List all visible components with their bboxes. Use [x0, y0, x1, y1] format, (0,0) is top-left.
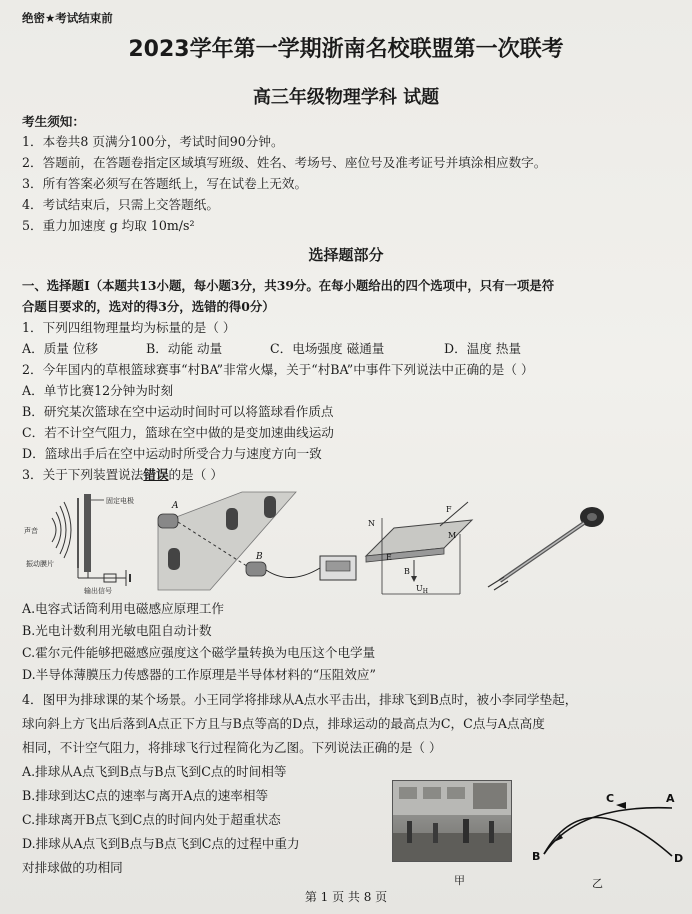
trajectory-diagram [530, 790, 690, 874]
label-f: F [446, 505, 452, 514]
q4-option-a: A.排球从A点飞到B点与B点飞到C点的时间相等 [22, 764, 287, 779]
q4-option-b: B.排球到达C点的速率与离开A点的速率相等 [22, 788, 269, 803]
sound-wave [52, 518, 56, 542]
figure-jia-label: 甲 [454, 874, 465, 887]
notes-heading: 考生须知： [22, 114, 85, 129]
pressure-sensor-diagram [480, 495, 610, 591]
exam-subtitle: 高三年级物理学科 试题 [252, 87, 440, 108]
q1-option-b: B．动能 动量 [146, 341, 223, 356]
hall-element-diagram [360, 498, 478, 598]
workpiece [226, 508, 238, 530]
sensor-center [587, 513, 597, 521]
sound-wave [64, 502, 71, 558]
point-c-label: C [606, 792, 615, 805]
sensor-strip-highlight [500, 523, 584, 581]
note-item: 5．重力加速度 g 均取 10m/s² [22, 218, 195, 233]
q3-option-a: A.电容式话筒利用电磁感应原理工作 [22, 601, 225, 616]
q1-option-d: D．温度 热量 [444, 341, 522, 356]
photo-scene [393, 781, 511, 861]
note-item: 1．本卷共8 页满分100分，考试时间90分钟。 [22, 134, 284, 149]
q3-stem-post: 的是（ ） [168, 467, 223, 482]
student-figure [407, 821, 412, 843]
label-hall-voltage-sub: H [422, 588, 428, 595]
label-m: M [448, 531, 457, 540]
q2-option-c: C．若不计空气阻力，篮球在空中做的是变加速曲线运动 [22, 425, 334, 440]
label-hall-voltage [416, 584, 428, 595]
q3-stem [22, 467, 223, 483]
q1-stem: 1．下列四组物理量均为标量的是（ ） [22, 320, 236, 335]
building [473, 783, 507, 809]
q4-option-d: D.排球从A点飞到B点与B点飞到C点的过程中重力 [22, 836, 300, 851]
sound-wave [56, 512, 61, 548]
microphone-diagram [22, 490, 140, 594]
student-figure [463, 819, 469, 843]
sound-label: 声音 [24, 527, 38, 535]
light-source [158, 514, 178, 528]
exam-title: 2023学年第一学期浙南名校联盟第一次联考 [128, 37, 564, 62]
student-figure [489, 821, 494, 843]
section-title: 选择题部分 [308, 246, 384, 264]
photo-resistor [246, 562, 266, 576]
q4-option-d-cont: 对排球做的功相同 [22, 860, 123, 875]
label-hall-voltage-u: U [416, 584, 423, 593]
q2-option-b: B．研究某次篮球在空中运动时间时可以将篮球看作质点 [22, 404, 334, 419]
part1-heading-cont: 合题目要求的，选对的得3分，选错的得0分） [22, 299, 275, 314]
page-footer: 第 1 页 共 8 页 [304, 890, 388, 904]
label-b-field: B [404, 567, 410, 576]
photoelectric-counter-diagram [150, 490, 360, 596]
q4-stem-cont: 相同，不计空气阻力，将排球飞行过程简化为乙图。下列说法正确的是（ ） [22, 740, 442, 755]
window [399, 787, 417, 799]
window [423, 787, 441, 799]
student-figure [433, 823, 438, 843]
q4-stem-cont: 球向斜上方飞出后落到A点正下方且与B点等高的D点，排球运动的最高点为C，C点与A点高度 [22, 716, 545, 731]
q4-stem: 4．图甲为排球课的某个场景。小王同学将排球从A点水平击出，排球飞到B点时，被小李同学垫起， [22, 692, 578, 707]
q3-stem-emphasis: 错误 [143, 467, 169, 482]
note-item: 2．答题前，在答题卷指定区域填写班级、姓名、考场号、座位号及准考证号并填涂相应数字。 [22, 155, 547, 170]
workpiece [264, 496, 276, 518]
signal-cable [266, 568, 320, 578]
output-label: 输出信号 [84, 587, 112, 594]
q4-option-c: C.排球离开B点飞到C点的时间内处于超重状态 [22, 812, 281, 827]
point-b-label: B [256, 552, 263, 562]
field-arrow-head [411, 576, 417, 582]
window [447, 787, 465, 799]
fixed-electrode [84, 494, 91, 572]
trajectory-arrow [616, 802, 626, 809]
point-a-label: A [172, 501, 179, 511]
workpiece [168, 548, 180, 570]
point-a-label: A [666, 792, 675, 805]
q2-option-d: D．篮球出手后在空中运动时所受合力与速度方向一致 [22, 446, 322, 461]
note-item: 3．所有答案必须写在答题纸上，写在试卷上无效。 [22, 176, 308, 191]
trajectory-b-to-d [544, 817, 672, 856]
volleyball-class-photo [392, 780, 512, 862]
part1-heading: 一、选择题Ⅰ（本题共13小题，每小题3分，共39分。在每小题给出的四个选项中，只有一项是符 [22, 278, 555, 293]
point-d-label: D [674, 852, 684, 865]
q3-option-b: B.光电计数利用光敏电阻自动计数 [22, 623, 212, 638]
fixed-electrode-label: 固定电极 [106, 497, 134, 505]
label-e: E [386, 553, 392, 562]
figure-yi-label: 乙 [592, 877, 603, 890]
q1-option-a: A．质量 位移 [22, 341, 99, 356]
label-n: N [368, 519, 375, 528]
q1-option-c: C．电场强度 磁通量 [270, 341, 385, 356]
q3-option-c: C.霍尔元件能够把磁感应强度这个磁学量转换为电压这个电学量 [22, 645, 376, 660]
note-item: 4．考试结束后，只需上交答题纸。 [22, 197, 219, 212]
secret-mark: 绝密★考试结束前 [22, 11, 113, 25]
q3-option-d: D.半导体薄膜压力传感器的工作原理是半导体材料的“压阻效应” [22, 667, 376, 682]
q2-option-a: A．单节比赛12分钟为时刻 [22, 383, 174, 398]
point-b-label: B [532, 850, 541, 863]
q3-stem-pre: 3．关于下列装置说法 [22, 467, 144, 482]
counter-display [326, 561, 350, 571]
diaphragm-label: 振动膜片 [26, 560, 54, 568]
q2-stem: 2．今年国内的草根篮球赛事“村BA”非常火爆，关于“村BA”中事件下列说法中正确的是（ ） [22, 362, 534, 377]
